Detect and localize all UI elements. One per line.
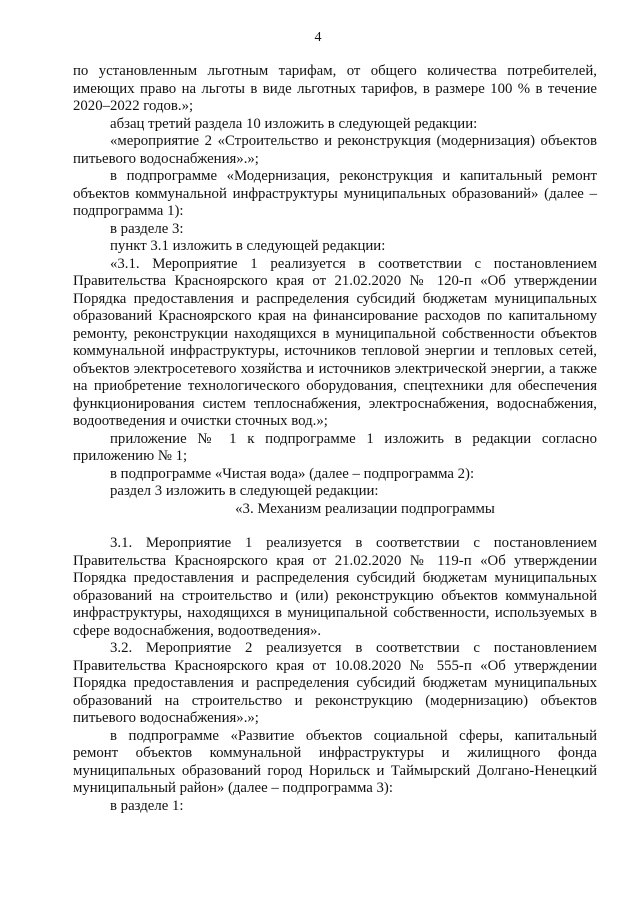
paragraph-point-3-1-instruction: пункт 3.1 изложить в следующей редакции: [110,238,386,254]
paragraph-section-10-instruction: абзац третий раздела 10 изложить в следующей редакции: [110,115,478,132]
paragraph-subprogram-2-intro: в подпрограмме «Чистая вода» (далее – подпрограмма 2): [110,465,475,482]
section-heading: «3. Механизм реализации подпрограммы [235,500,495,517]
paragraph-tariff-tail: по установленным льготным тарифам, от общего количества потребителей, имеющих право на льготы в виде льготных тарифов, в размере 100 % в течение 2020–2022 годов.»; [73,63,597,114]
paragraph-point-3-1-subprogram-2: 3.1. Мероприятие 1 реализуется в соответствии с постановлением Правительства Красноярского края от 21.02.2020 № 119-п «Об утверждении Порядка предоставления и распределения субсидий бюджетам муниципальных образований на строительство и (или) реконструкцию объектов коммунальной инфраструктуры, находящихся в муниципальной собственности, используемых в сфере водоснабжения, водоотведения». [73,535,597,639]
paragraph-subprogram-3-intro: в подпрограмме «Развитие объектов социальной сферы, капитальный ремонт объектов коммунальной инфраструктуры и жилищного фонда муниципальных образований город Норильск и Таймырский Долгано-Ненецкий муниципальный район» (далее – подпрограмма 3): [73,727,597,796]
paragraph-appendix-1: приложение № 1 к подпрограмме 1 изложить в редакции согласно приложению № 1; [73,430,597,464]
paragraph-section-1: в разделе 1: [110,797,184,814]
paragraph-section-3: в разделе 3: [110,220,184,237]
paragraph-measure-2-title: «мероприятие 2 «Строительство и реконструкция (модернизация) объектов питьевого водоснабжения».»; [73,133,597,167]
page-number: 4 [314,30,322,45]
paragraph-point-3-1-text: «3.1. Мероприятие 1 реализуется в соответствии с постановлением Правительства Красноярского края от 21.02.2020 № 120-п «Об утверждении Порядка предоставления и распределения субсидий бюджетам муниципальных образований Красноярского края на финансирование расходов по капитальному ремонту, реконструкции находящихся в муниципальной собственности объектов коммунальной инфраструктуры, источников тепловой энергии и тепловых сетей, объектов электросетевого хозяйства и источников электрической энергии, а также на приобретение технологического оборудования, спецтехники для обеспечения функционирования систем теплоснабжения, электроснабжения, водоснабжения, водоотведения и очистки сточных вод.»; [73,255,597,429]
paragraph-subprogram-1-intro: в подпрограмме «Модернизация, реконструкция и капитальный ремонт объектов коммунальной инфраструктуры муниципальных образований» (далее – подпрограмма 1): [73,168,597,219]
paragraph-point-3-2-subprogram-2: 3.2. Мероприятие 2 реализуется в соответствии с постановлением Правительства Красноярского края от 10.08.2020 № 555-п «Об утверждении Порядка предоставления и распределения субсидий бюджетам муниципальных образований на строительство и реконструкцию (модернизацию) объектов питьевого водоснабжения».»; [73,640,597,726]
paragraph-section-3-instruction: раздел 3 изложить в следующей редакции: [110,483,379,499]
document-body [73,63,597,815]
